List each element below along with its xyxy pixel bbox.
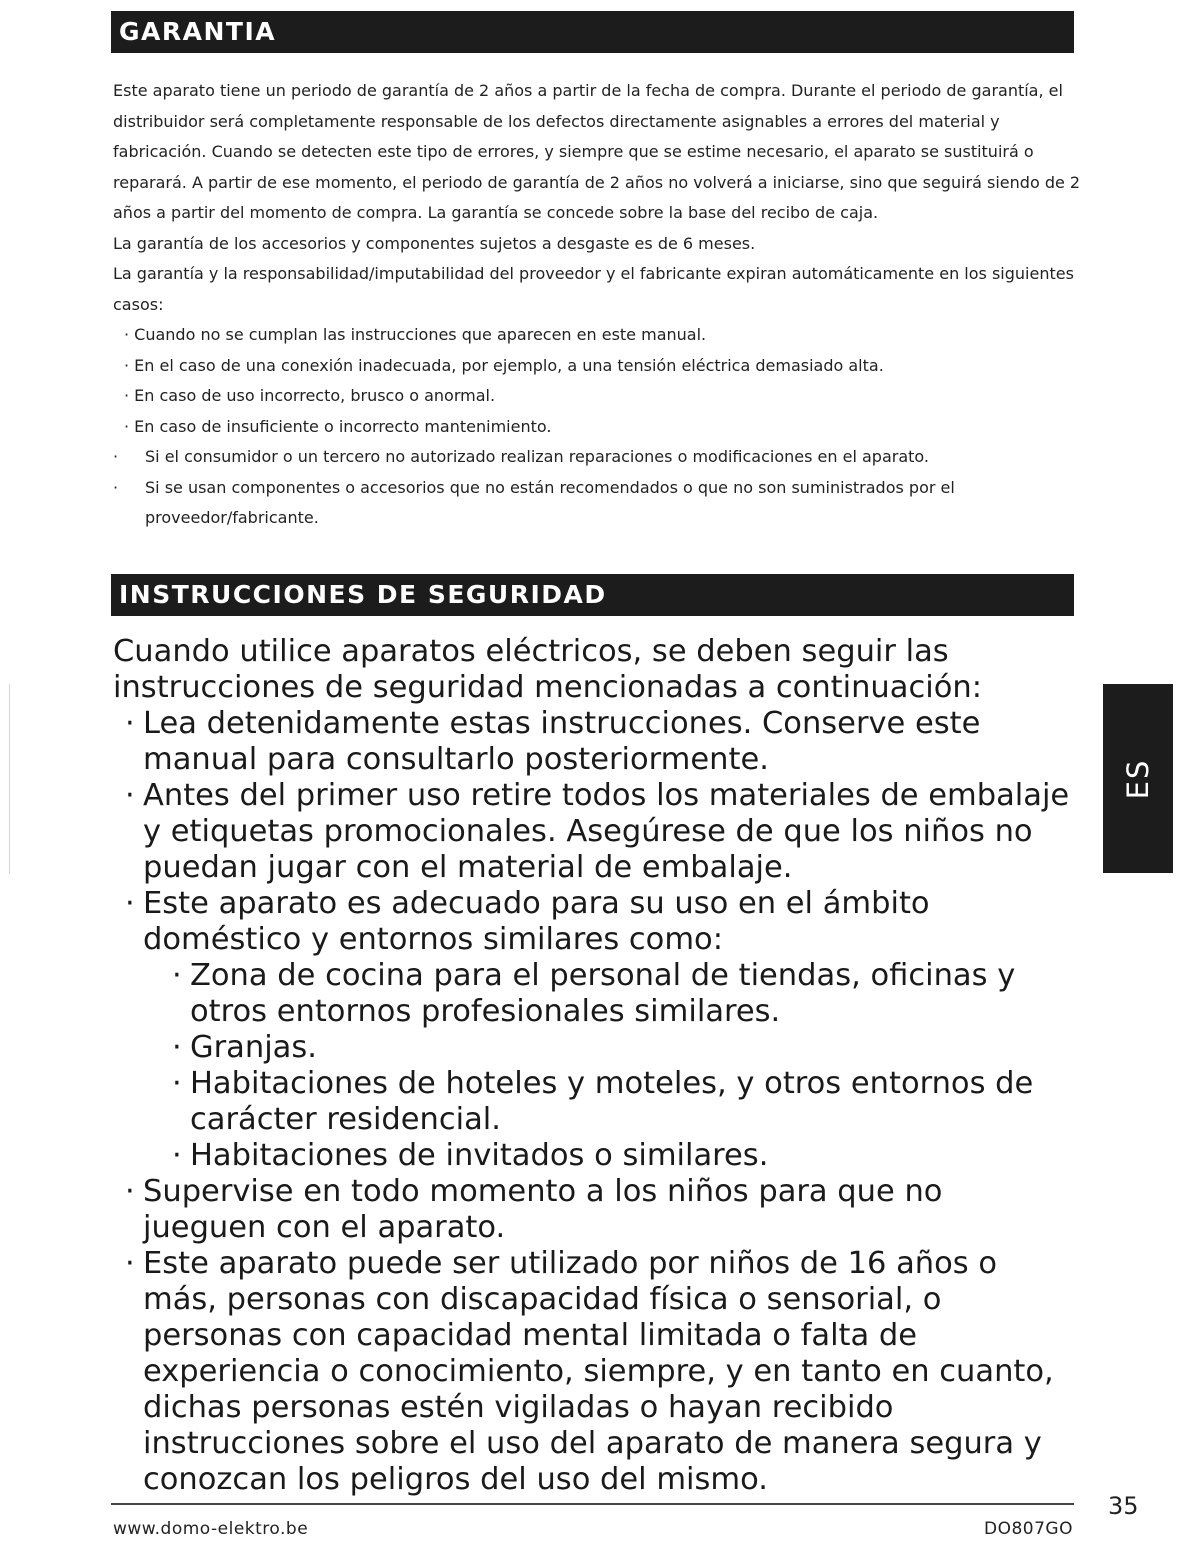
seguridad-intro: Cuando utilice aparatos eléctricos, se deben seguir las instrucciones de seguridad mencionadas a continuación: — [113, 634, 982, 705]
seguridad-subitem — [113, 1030, 1073, 1066]
seguridad-item — [113, 706, 1073, 778]
seguridad-item — [113, 886, 1073, 958]
seguridad-subitem — [113, 958, 1073, 1030]
item-text: Este aparato puede ser utilizado por niños de 16 años o más, personas con discapacidad física o sensorial, o personas con capacidad mental limitada o falta de experiencia o conocimiento, siempre, y en tanto en cuanto, dichas personas estén vigiladas o hayan recibido instrucciones sobre el uso del aparato de manera segura y conozcan los peligros del uso del mismo. — [143, 1246, 1054, 1497]
bullet-dot: · — [125, 1174, 135, 1209]
garantia-case-item — [113, 473, 1088, 534]
case-text: Si se usan componentes o accesorios que no están recomendados o que no son suministrados por el proveedor/fabricante. — [145, 477, 955, 527]
bullet-dot: · — [172, 958, 182, 993]
footer-divider — [111, 1503, 1074, 1505]
bullet-dot: · — [113, 477, 119, 497]
side-divider — [9, 684, 10, 874]
garantia-paragraph: Este aparato tiene un periodo de garantía de 2 años a partir de la fecha de compra. Durante el periodo de garantía, el distribuidor será completamente responsable de los defectos directamente asignables a errores del material y fabricación. Cuando se detecten este tipo de errores, y siempre que se estime necesario, el aparato se sustituirá o reparará. A partir de ese momento, el periodo de garantía de 2 años no volverá a iniciarse, sino que seguirá siendo de 2 años a partir del momento de compra. La garantía se concede sobre la base del recibo de caja. — [113, 81, 1081, 222]
bullet-dot: · — [172, 1030, 182, 1065]
footer-model: DO807GO — [984, 1519, 1073, 1539]
subitem-text: Habitaciones de invitados o similares. — [190, 1138, 769, 1173]
garantia-body — [113, 76, 1088, 534]
garantia-paragraph: La garantía de los accesorios y componentes sujetos a desgaste es de 6 meses. — [113, 233, 756, 253]
language-tab — [1103, 684, 1173, 873]
seguridad-body — [113, 634, 1073, 1498]
page-number: 35 — [1108, 1492, 1139, 1520]
garantia-case-item — [113, 442, 1088, 473]
seguridad-item — [113, 1246, 1073, 1498]
bullet-dot: · — [125, 706, 135, 741]
section-title-garantia: GARANTIA — [111, 11, 1074, 53]
seguridad-subitem — [113, 1066, 1073, 1138]
garantia-case-item: · Cuando no se cumplan las instrucciones que aparecen en este manual. — [124, 325, 707, 344]
garantia-paragraph: La garantía y la responsabilidad/imputabilidad del proveedor y el fabricante expiran automáticamente en los siguientes casos: — [113, 264, 1074, 314]
subitem-text: Habitaciones de hoteles y moteles, y otros entornos de carácter residencial. — [190, 1066, 1034, 1137]
seguridad-item — [113, 1174, 1073, 1246]
item-text: Este aparato es adecuado para su uso en el ámbito doméstico y entornos similares como: — [143, 886, 930, 957]
bullet-dot: · — [125, 886, 135, 921]
subitem-text: Granjas. — [190, 1030, 317, 1065]
item-text: Supervise en todo momento a los niños para que no jueguen con el aparato. — [143, 1174, 943, 1245]
garantia-case-item: · En caso de insuficiente o incorrecto mantenimiento. — [124, 416, 552, 436]
section-title-seguridad: INSTRUCCIONES DE SEGURIDAD — [111, 574, 1074, 616]
case-text: Si el consumidor o un tercero no autorizado realizan reparaciones o modificaciones en el aparato. — [145, 447, 929, 466]
item-text: Lea detenidamente estas instrucciones. Conserve este manual para consultarlo posteriormente. — [143, 706, 981, 777]
seguridad-item — [113, 778, 1073, 886]
language-tab-label: ES — [1121, 758, 1155, 799]
bullet-dot: · — [125, 778, 135, 813]
subitem-text: Zona de cocina para el personal de tiendas, oficinas y otros entornos profesionales similares. — [190, 958, 1016, 1029]
footer-website: www.domo-elektro.be — [113, 1519, 309, 1539]
seguridad-subitem — [113, 1138, 1073, 1174]
bullet-dot: · — [172, 1138, 182, 1173]
item-text: Antes del primer uso retire todos los materiales de embalaje y etiquetas promocionales. Asegúrese de que los niños no puedan jugar con el material de embalaje. — [143, 778, 1070, 885]
bullet-dot: · — [125, 1246, 135, 1281]
bullet-dot: · — [113, 447, 119, 466]
garantia-case-item: · En el caso de una conexión inadecuada, por ejemplo, a una tensión eléctrica demasiado alta. — [124, 355, 884, 375]
garantia-case-item: · En caso de uso incorrecto, brusco o anormal. — [124, 386, 496, 405]
bullet-dot: · — [172, 1066, 182, 1101]
